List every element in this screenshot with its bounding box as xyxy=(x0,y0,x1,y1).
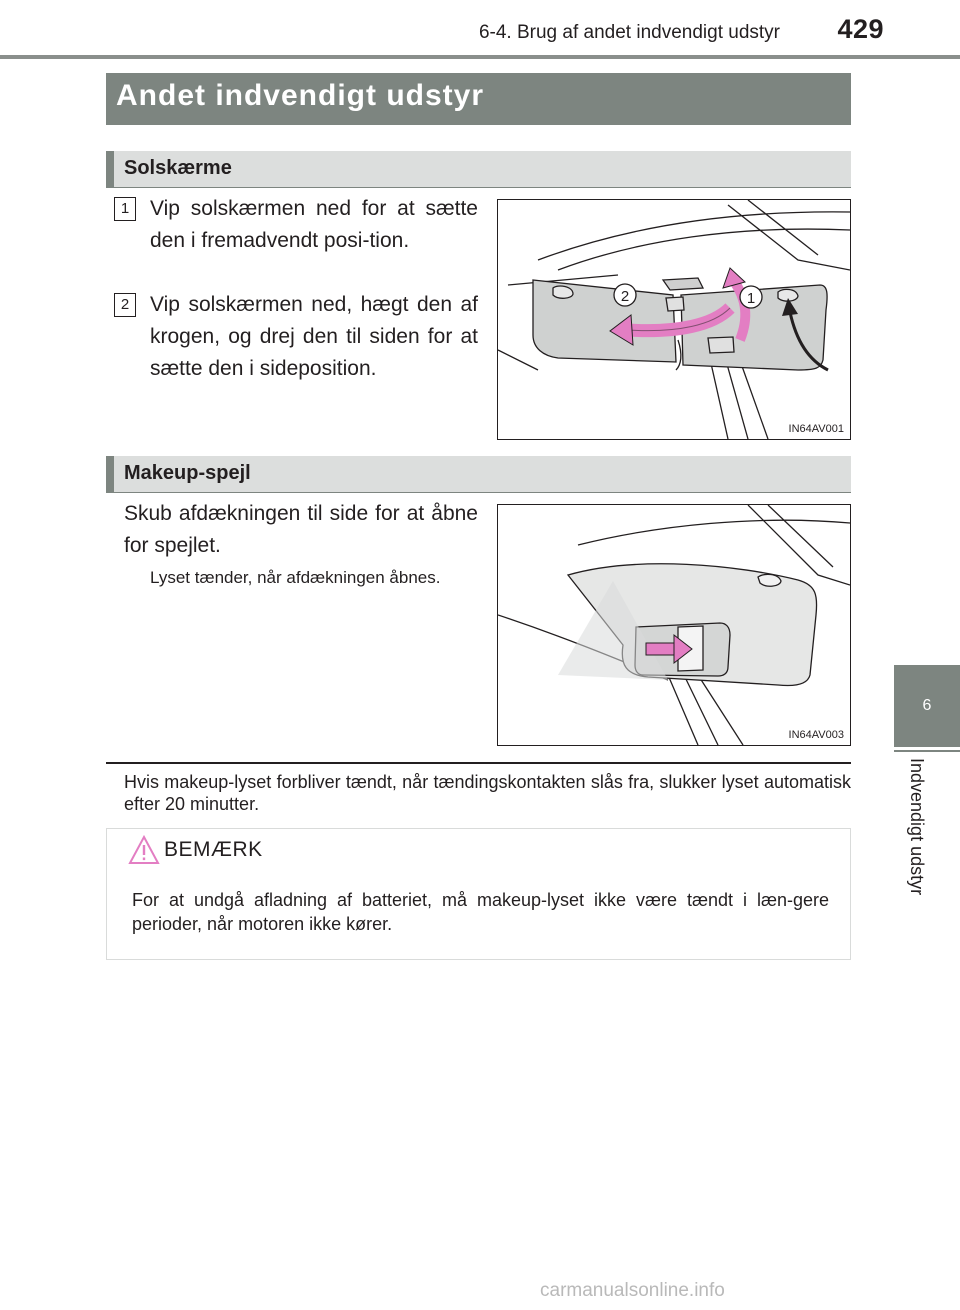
mirror-note: Lyset tænder, når afdækningen åbnes. xyxy=(150,568,441,587)
step-text-2: Vip solskærmen ned, hægt den af krogen, og drej den til siden for at sætte den i sideposition. xyxy=(150,293,478,380)
notice-label: BEMÆRK xyxy=(164,838,263,861)
callout-label-2: 2 xyxy=(620,288,630,305)
info-rule xyxy=(106,762,851,764)
section-header-sunvisor xyxy=(106,151,851,188)
section-header-bar xyxy=(106,456,114,492)
figure-code: IN64AV003 xyxy=(788,729,844,741)
page-number: 429 xyxy=(837,14,884,44)
running-header-title: 6-4. Brug af andet indvendigt udstyr xyxy=(478,22,780,43)
step-number-2: 2 xyxy=(114,293,136,317)
mirror-instruction: Skub afdækningen til side for at åbne for spejlet. xyxy=(124,502,478,557)
page-title: Andet indvendigt udstyr xyxy=(116,79,484,112)
step-number-1: 1 xyxy=(114,197,136,221)
figure-sunvisor xyxy=(497,199,851,440)
warning-triangle-icon xyxy=(128,835,160,865)
chapter-tab-label xyxy=(860,758,960,1008)
figure-code: IN64AV001 xyxy=(788,423,844,435)
info-text: Hvis makeup-lyset forbliver tændt, når tændingskontakten slås fra, slukker lyset automatisk efter 20 minutter. xyxy=(124,772,851,814)
section-heading: Solskærme xyxy=(124,157,232,179)
makeup-mirror-illustration xyxy=(498,505,850,745)
watermark: carmanualsonline.info xyxy=(540,1280,725,1301)
section-header-bar xyxy=(106,151,114,187)
notice-text: For at undgå afladning af batteriet, må makeup-lyset ikke være tændt i læn-gere perioder, når motoren ikke kører. xyxy=(132,890,829,934)
header-rule xyxy=(0,55,960,59)
chapter-tab: 6 xyxy=(894,665,960,747)
chapter-tab-rule xyxy=(894,750,960,752)
figure-makeup-mirror xyxy=(497,504,851,746)
callout-label-1: 1 xyxy=(746,290,756,307)
page-title-banner xyxy=(106,73,851,125)
sunvisor-illustration xyxy=(498,200,850,439)
step-text-1: Vip solskærmen ned for at sætte den i fremadvendt posi-tion. xyxy=(150,197,478,252)
chapter-label-text: Indvendigt udstyr xyxy=(907,758,927,896)
section-heading: Makeup-spejl xyxy=(124,462,251,484)
section-header-makeup-mirror xyxy=(106,456,851,493)
